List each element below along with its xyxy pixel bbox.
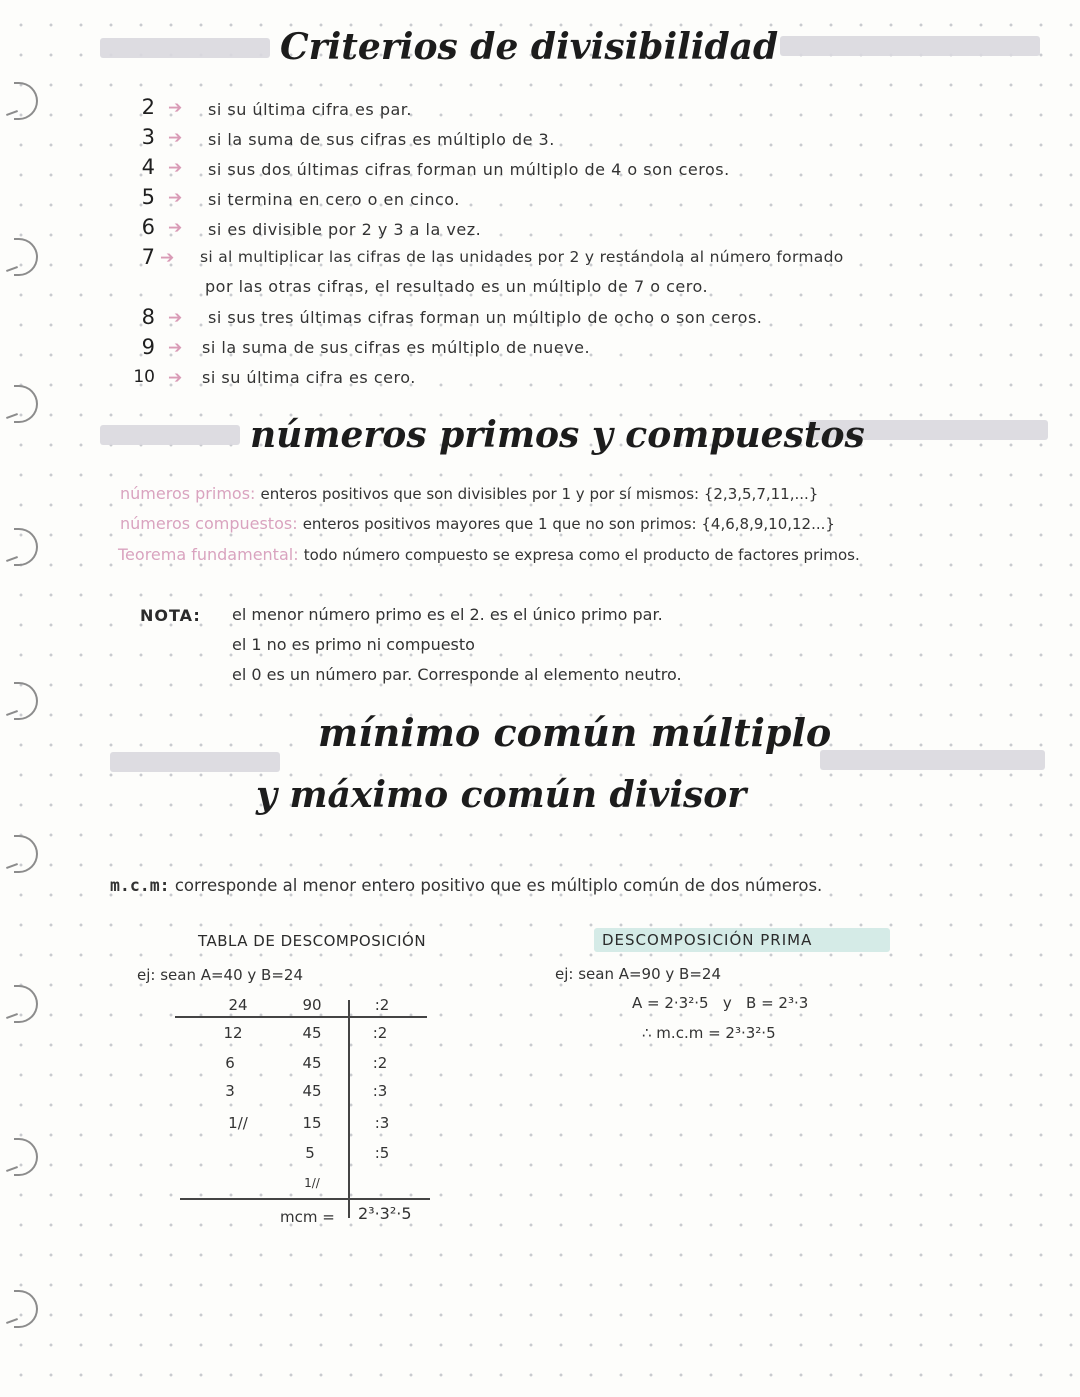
criterion-text: si su última cifra es par. bbox=[208, 100, 412, 119]
nota-line: el 1 no es primo ni compuesto bbox=[232, 635, 475, 654]
criterion-number: 9 bbox=[141, 335, 155, 359]
descomposicion-line: A = 2·3²·5 y B = 2³·3 bbox=[632, 994, 809, 1012]
binder-hole bbox=[6, 385, 36, 425]
arrow-icon: ➔ bbox=[168, 158, 183, 178]
def-compuestos-text: enteros positivos mayores que 1 que no son primos: {4,6,8,9,10,12...} bbox=[302, 515, 835, 533]
binder-hole bbox=[6, 238, 36, 278]
mcm-result: 2³·3²·5 bbox=[358, 1204, 412, 1223]
binder-hole bbox=[6, 1290, 36, 1330]
binder-hole bbox=[6, 82, 36, 122]
title-highlight-left bbox=[100, 38, 270, 58]
criterion-text: si sus dos últimas cifras forman un múltiplo de 4 o son ceros. bbox=[208, 160, 730, 179]
table-cell: 45 bbox=[302, 1054, 322, 1072]
table-cell: 1// bbox=[304, 1176, 320, 1190]
table-bottom-rule bbox=[180, 1198, 430, 1200]
mcm-label: m.c.m: bbox=[110, 876, 170, 895]
title-highlight-right bbox=[780, 36, 1040, 56]
table-top-rule bbox=[175, 1016, 427, 1018]
criterion-text-continued: por las otras cifras, el resultado es un múltiplo de 7 o cero. bbox=[205, 277, 709, 296]
table-cell: 5 bbox=[305, 1144, 315, 1162]
binder-hole bbox=[6, 528, 36, 568]
table-cell: 24 bbox=[228, 996, 248, 1014]
term-teorema: Teorema fundamental: bbox=[118, 545, 299, 564]
arrow-icon: ➔ bbox=[160, 248, 175, 268]
section-title-mcd: y máximo común divisor bbox=[256, 774, 747, 816]
criterion-text: si es divisible por 2 y 3 a la vez. bbox=[208, 220, 482, 239]
criterion-text: si al multiplicar las cifras de las unidades por 2 y restándola al número formado bbox=[200, 248, 844, 266]
mcm-definition bbox=[110, 876, 822, 895]
section-title-divisibilidad: Criterios de divisibilidad bbox=[280, 26, 779, 68]
binder-hole bbox=[6, 835, 36, 875]
arrow-icon: ➔ bbox=[168, 188, 183, 208]
criterion-number: 10 bbox=[133, 367, 155, 387]
criterion-number: 7 bbox=[141, 245, 155, 269]
criterion-text: si sus tres últimas cifras forman un múltiplo de ocho o son ceros. bbox=[208, 308, 763, 327]
criterion-number: 8 bbox=[141, 305, 155, 329]
table-cell: :3 bbox=[374, 1114, 390, 1132]
def-primos-text: enteros positivos que son divisibles por 1 y por sí mismos: {2,3,5,7,11,...} bbox=[260, 485, 819, 503]
arrow-icon: ➔ bbox=[168, 308, 183, 328]
table-cell: :2 bbox=[372, 1024, 388, 1042]
arrow-icon: ➔ bbox=[168, 338, 183, 358]
table-cell: 15 bbox=[302, 1114, 322, 1132]
table-cell: 1// bbox=[228, 1114, 248, 1132]
arrow-icon: ➔ bbox=[168, 128, 183, 148]
criterion-number: 6 bbox=[141, 215, 155, 239]
table-cell: 90 bbox=[302, 996, 322, 1014]
section-title-mcm: mínimo común múltiplo bbox=[318, 710, 832, 755]
table-vertical-rule bbox=[348, 1000, 350, 1218]
mcm-result-label: mcm = bbox=[280, 1208, 335, 1226]
def-teorema-text: todo número compuesto se expresa como el producto de factores primos. bbox=[303, 546, 860, 564]
criterion-number: 2 bbox=[141, 95, 155, 119]
binder-hole bbox=[6, 985, 36, 1025]
table-cell: 45 bbox=[302, 1024, 322, 1042]
table-cell: 6 bbox=[225, 1054, 235, 1072]
table-cell: :2 bbox=[372, 1054, 388, 1072]
arrow-icon: ➔ bbox=[168, 368, 183, 388]
nota-line: el menor número primo es el 2. es el único primo par. bbox=[232, 605, 663, 624]
criterion-text: si termina en cero o en cinco. bbox=[208, 190, 460, 209]
descomposicion-heading: DESCOMPOSICIÓN PRIMA bbox=[602, 931, 813, 949]
criterion-number: 4 bbox=[141, 155, 155, 179]
table-cell: :3 bbox=[372, 1082, 388, 1100]
table-cell: 3 bbox=[225, 1082, 235, 1100]
tabla-example: ej: sean A=40 y B=24 bbox=[137, 966, 304, 984]
criterion-text: si la suma de sus cifras es múltiplo de 3. bbox=[208, 130, 555, 149]
definition-teorema bbox=[118, 545, 860, 564]
descomposicion-example: ej: sean A=90 y B=24 bbox=[555, 965, 722, 983]
title-highlight-right bbox=[820, 750, 1045, 770]
table-cell: :5 bbox=[374, 1144, 390, 1162]
nota-label: NOTA: bbox=[140, 606, 201, 625]
tabla-heading: TABLA DE DESCOMPOSICIÓN bbox=[198, 932, 427, 950]
criterion-number: 5 bbox=[141, 185, 155, 209]
table-cell: 12 bbox=[223, 1024, 243, 1042]
section-title-primos: números primos y compuestos bbox=[250, 414, 865, 456]
nota-line: el 0 es un número par. Corresponde al elemento neutro. bbox=[232, 665, 682, 684]
criterion-number: 3 bbox=[141, 125, 155, 149]
binder-hole bbox=[6, 682, 36, 722]
table-cell: 45 bbox=[302, 1082, 322, 1100]
term-compuestos: números compuestos: bbox=[120, 514, 298, 533]
criterion-text: si su última cifra es cero. bbox=[202, 368, 416, 387]
term-primos: números primos: bbox=[120, 484, 256, 503]
binder-hole bbox=[6, 1138, 36, 1178]
title-highlight-left bbox=[110, 752, 280, 772]
definition-compuestos bbox=[120, 514, 835, 533]
definition-primos bbox=[120, 484, 818, 503]
title-highlight-left bbox=[100, 425, 240, 445]
arrow-icon: ➔ bbox=[168, 218, 183, 238]
arrow-icon: ➔ bbox=[168, 98, 183, 118]
mcm-def-text: corresponde al menor entero positivo que es múltiplo común de dos números. bbox=[174, 876, 823, 895]
criterion-text: si la suma de sus cifras es múltiplo de nueve. bbox=[202, 338, 591, 357]
table-cell: :2 bbox=[374, 996, 390, 1014]
descomposicion-result: ∴ m.c.m = 2³·3²·5 bbox=[642, 1024, 776, 1042]
